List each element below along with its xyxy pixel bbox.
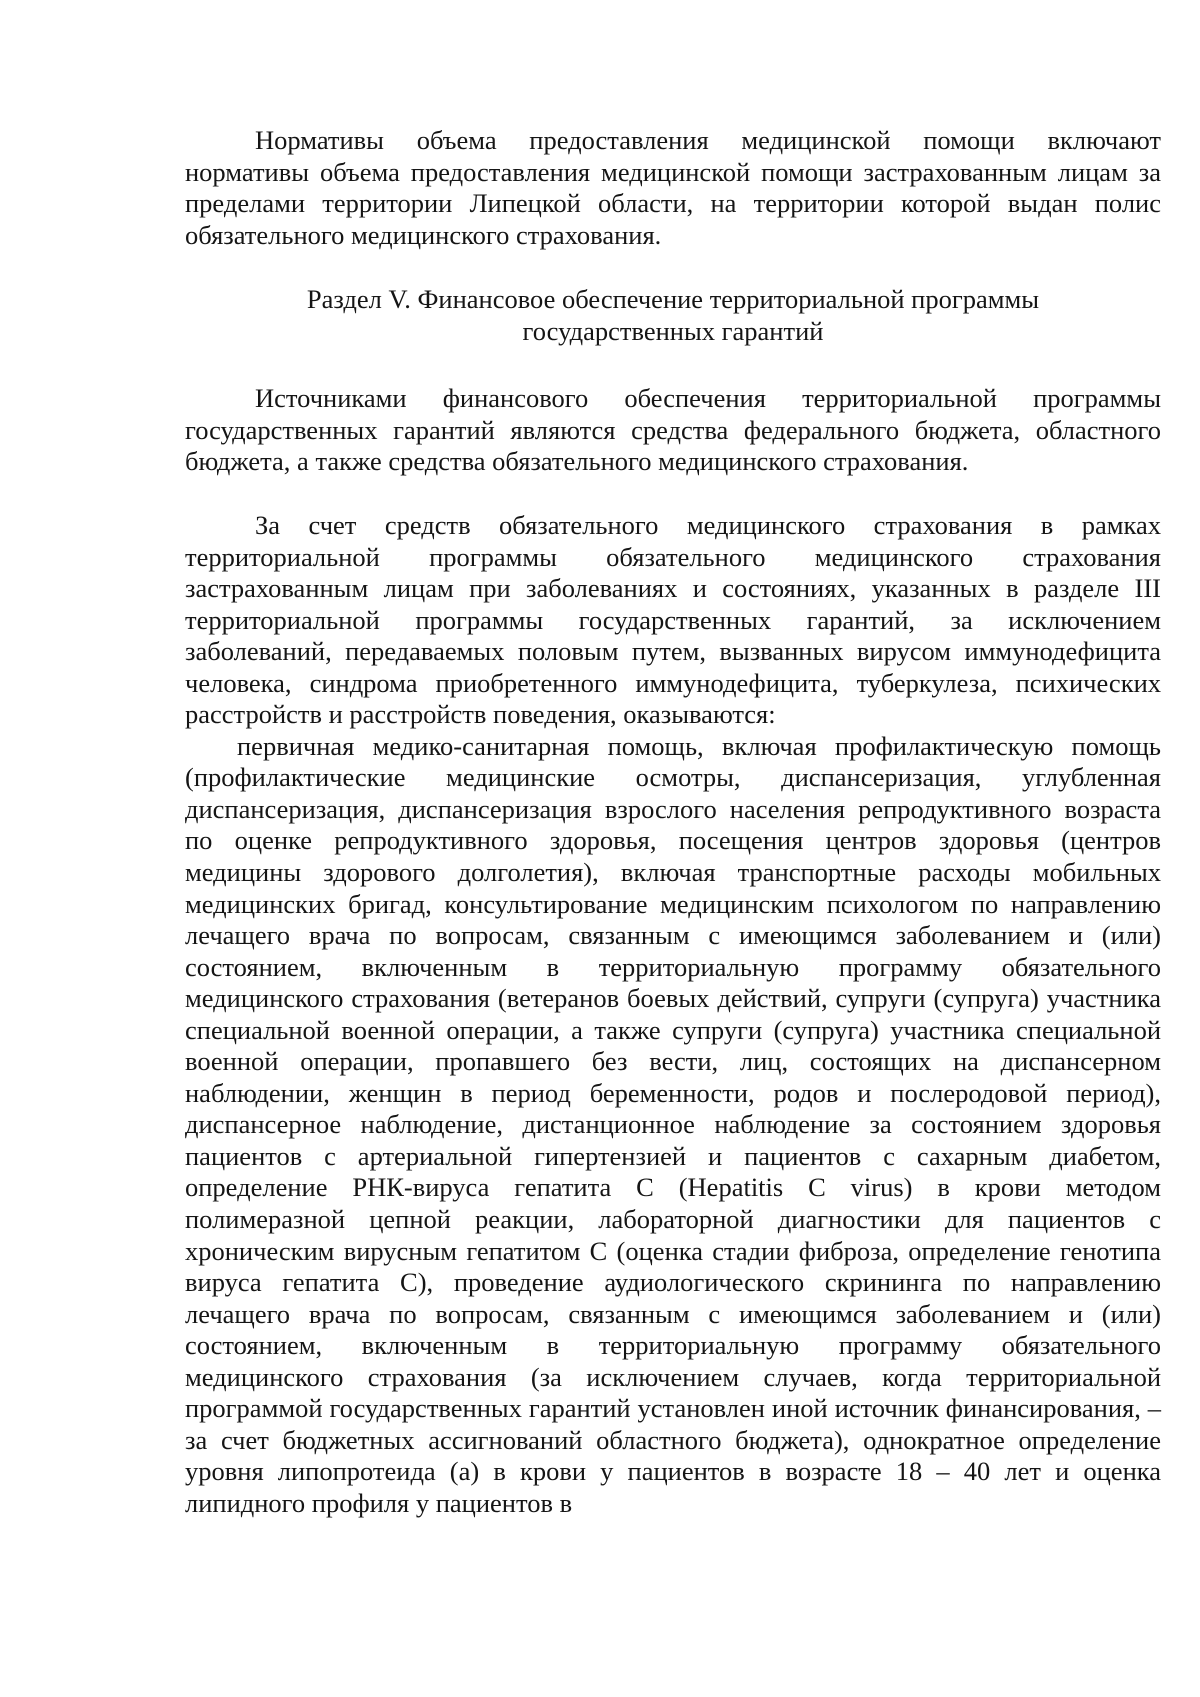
section-heading-line-2: государственных гарантий — [522, 316, 824, 346]
paragraph-text: Нормативы объема предоставления медицинской помощи включают нормативы объема предоставления медицинской помощи застрахованным лицам за пределами территории Липецкой области, на территории которой выдан полис обязательного медицинского страхования. — [185, 125, 1161, 250]
section-heading — [185, 283, 1161, 347]
paragraph-volume-norms — [185, 125, 1161, 251]
paragraph-primary-care: первичная медико-санитарная помощь, включая профилактическую помощь (профилактические медицинские осмотры, диспансеризация, углубленная диспансеризация, диспансеризация взрослого населения репродуктивного возраста по оценке репродуктивного здоровья, посещения центров здоровья (центров медицины здорового долголетия), включая транспортные расходы мобильных медицинских бригад, консультирование медицинским психологом по направлению лечащего врача по вопросам, связанным с имеющимся заболеванием и (или) состоянием, включенным в территориальную программу обязательного медицинского страхования (ветеранов боевых действий, супруги (супруга) участника специальной военной операции, а также супруги (супруга) участника специальной военной операции, пропавшего без вести, лиц, состоящих на диспансерном наблюдении, женщин в период беременности, родов и послеродовой период), диспансерное наблюдение, дистанционное наблюдение за состоянием здоровья пациентов с артериальной гипертензией и пациентов с сахарным диабетом, определение РНК-вируса гепатита С (Hepatitis C virus) в крови методом полимеразной цепной реакции, лабораторной диагностики для пациентов с хроническим вирусным гепатитом С (оценка стадии фиброза, определение генотипа вируса гепатита С), проведение аудиологического скрининга по направлению лечащего врача по вопросам, связанным с имеющимся заболеванием и (или) состоянием, включенным в территориальную программу обязательного медицинского страхования (за исключением случаев, когда территориальной программой государственных гарантий установлен иной источник финансирования, – за счет бюджетных ассигнований областного бюджета), однократное определение уровня липопротеида (а) в крови у пациентов в возрасте 18 – 40 лет и оценка липидного профиля у пациентов в — [185, 730, 1161, 1518]
paragraph-oms-coverage: За счет средств обязательного медицинского страхования в рамках территориальной программы обязательного медицинского страхования застрахованным лицам при заболеваниях и состояниях, указанных в разделе III территориальной программы государственных гарантий, за исключением заболеваний, передаваемых половым путем, вызванных вирусом иммунодефицита человека, синдрома приобретенного иммунодефицита, туберкулеза, психических расстройств и расстройств поведения, оказываются: — [185, 510, 1161, 730]
body-continuation — [185, 510, 1161, 1520]
section-heading-line-1: Раздел V. Финансовое обеспечение территориальной программы — [306, 284, 1040, 314]
paragraph-funding-sources — [185, 383, 1161, 478]
paragraph-text: Источниками финансового обеспечения территориальной программы государственных гарантий являются средства федерального бюджета, областного бюджета, а также средства обязательного медицинского страхования. — [185, 383, 1161, 476]
